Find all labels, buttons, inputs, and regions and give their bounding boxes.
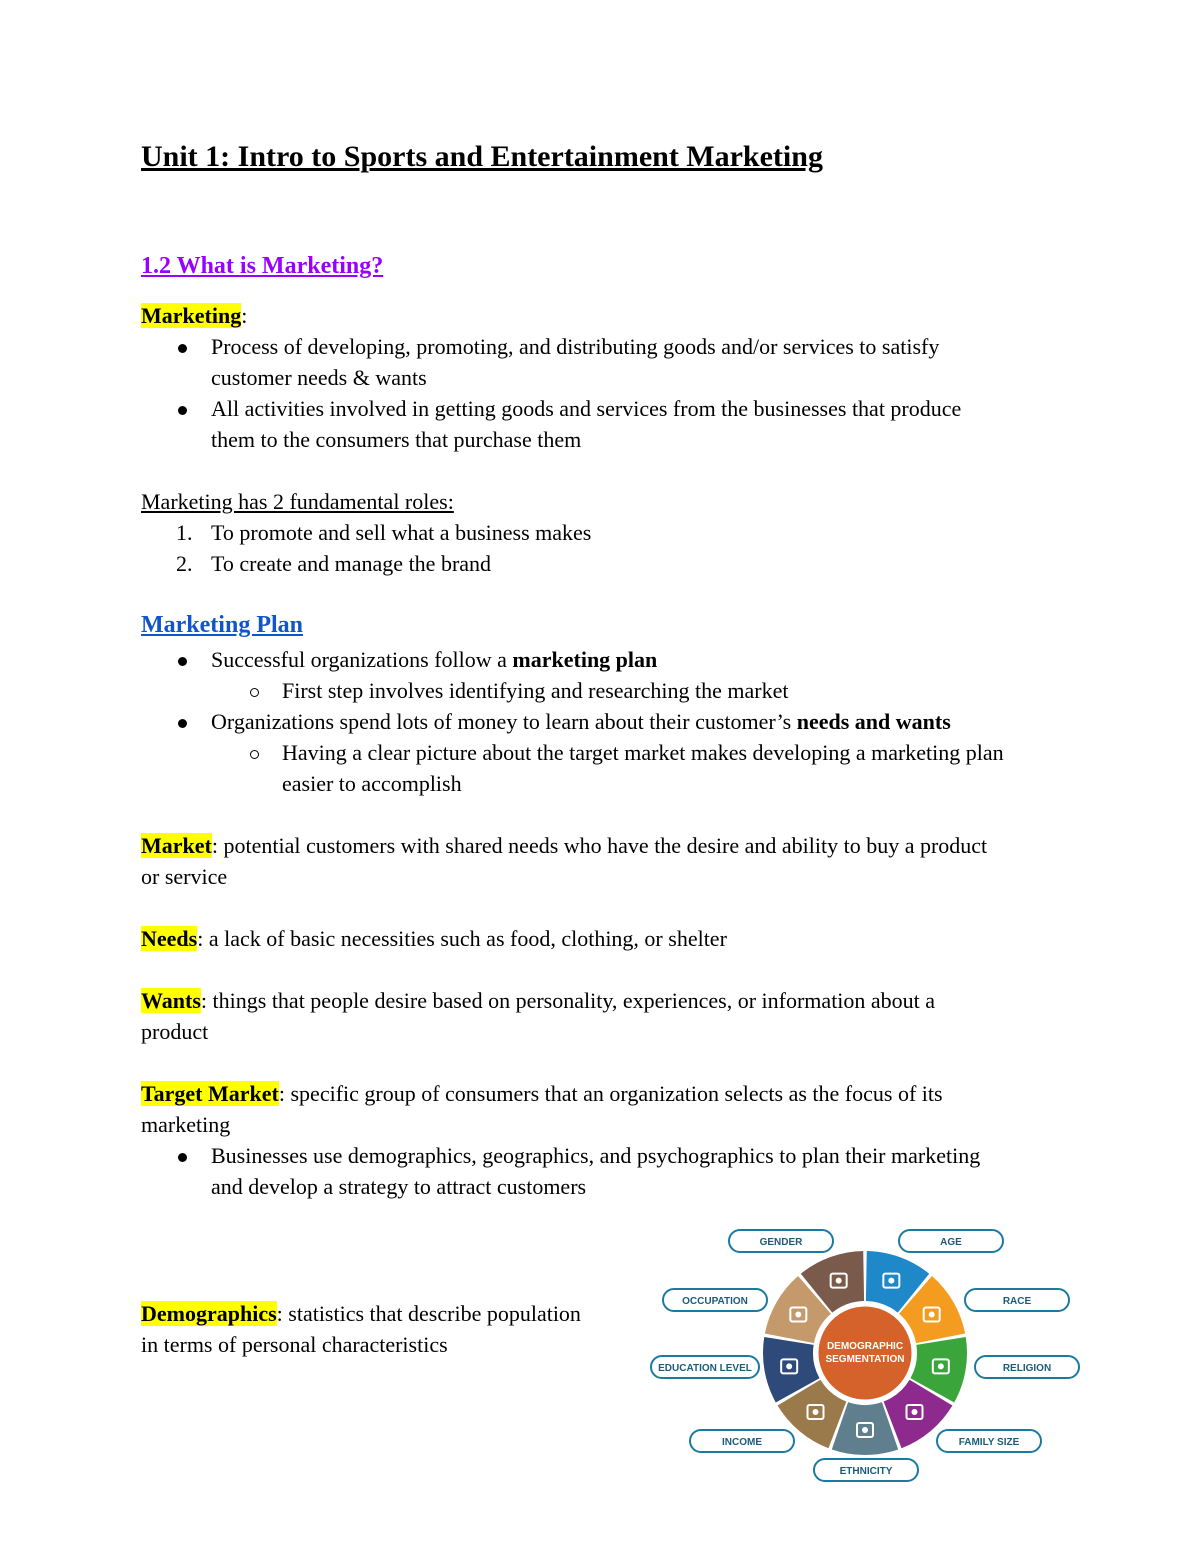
svg-text:GENDER: GENDER: [759, 1237, 803, 1248]
bullet-dot: [178, 406, 187, 415]
market-definition: Market: potential customers with shared needs who have the desire and ability to buy a product: [141, 833, 988, 858]
label-occupation: [663, 1289, 767, 1311]
bullet-dot: [178, 1153, 187, 1162]
demographics-definition-line-2: in terms of personal characteristics: [141, 1332, 448, 1357]
marketing-bullet-2-line-2: them to the consumers that purchase them: [211, 427, 582, 452]
market-term: Market: [141, 833, 212, 858]
svg-text:OCCUPATION: OCCUPATION: [682, 1296, 748, 1307]
bullet-dot: [178, 657, 187, 666]
market-definition-line-2: or service: [141, 864, 228, 889]
demographic-segmentation-graphic: [645, 1222, 1085, 1484]
svg-text:FAMILY SIZE: FAMILY SIZE: [958, 1437, 1020, 1448]
target-market-term: Target Market: [141, 1081, 279, 1106]
sub-bullet-circle: [250, 750, 259, 759]
label-income: [690, 1430, 794, 1452]
marketing-term: Marketing: [141, 303, 242, 328]
roles-intro: Marketing has 2 fundamental roles:: [141, 489, 454, 514]
section-heading-what-is-marketing: 1.2 What is Marketing?: [141, 253, 384, 279]
marketing-bullet-1-line-2: customer needs & wants: [211, 365, 427, 390]
plan-sub-bullet-2-line-2: easier to accomplish: [282, 771, 462, 796]
svg-text:EDUCATION LEVEL: EDUCATION LEVEL: [658, 1363, 752, 1374]
center-label-line-2: SEGMENTATION: [825, 1354, 905, 1365]
sub-bullet-circle: [250, 688, 259, 697]
bullet-dot: [178, 344, 187, 353]
plan-bullet-2: Organizations spend lots of money to learn about their customer’s needs and wants: [211, 709, 951, 734]
segmentation-center-circle: [817, 1305, 913, 1401]
wants-definition: Wants: things that people desire based on personality, experiences, or information about a: [141, 988, 936, 1013]
target-market-definition: Target Market: specific group of consumers that an organization selects as the focus of its: [141, 1081, 943, 1106]
document-title: Unit 1: Intro to Sports and Entertainment Marketing: [141, 140, 823, 173]
target-market-definition-line-2: marketing: [141, 1112, 231, 1137]
role-number-1: 1.: [176, 520, 193, 545]
target-bullet-line-1: Businesses use demographics, geographics, and psychographics to plan their marketing: [211, 1143, 981, 1168]
demographics-term: Demographics: [141, 1301, 277, 1326]
label-religion: [975, 1356, 1079, 1378]
marketing-bullet-2-line-1: All activities involved in getting goods and services from the businesses that produce: [211, 396, 962, 421]
svg-text:RELIGION: RELIGION: [1002, 1363, 1052, 1374]
plan-sub-bullet-2-line-1: Having a clear picture about the target market makes developing a marketing plan: [282, 740, 1004, 765]
demographics-definition: Demographics: statistics that describe population: [141, 1301, 581, 1326]
svg-text:AGE: AGE: [940, 1237, 962, 1248]
label-ethnicity: [814, 1459, 918, 1481]
label-education-level: [651, 1356, 759, 1378]
plan-sub-bullet-1: First step involves identifying and researching the market: [282, 678, 789, 703]
label-gender: [729, 1230, 833, 1252]
marketing-bullet-1-line-1: Process of developing, promoting, and distributing goods and/or services to satisfy: [211, 334, 940, 359]
svg-text:RACE: RACE: [1002, 1296, 1032, 1307]
plan-bullet-1: Successful organizations follow a marketing plan: [211, 647, 658, 672]
bullet-dot: [178, 719, 187, 728]
role-2: To create and manage the brand: [211, 551, 492, 576]
label-age: [899, 1230, 1003, 1252]
role-number-2: 2.: [176, 551, 193, 576]
svg-text:ETHNICITY: ETHNICITY: [839, 1466, 893, 1477]
label-family-size: [937, 1430, 1041, 1452]
wants-definition-line-2: product: [141, 1019, 209, 1044]
marketing-definition-label: Marketing:: [141, 303, 248, 328]
needs-definition: Needs: a lack of basic necessities such as food, clothing, or shelter: [141, 926, 727, 951]
section-heading-marketing-plan: Marketing Plan: [141, 612, 303, 638]
center-label-line-1: DEMOGRAPHIC: [826, 1341, 904, 1352]
target-bullet-line-2: and develop a strategy to attract customers: [211, 1174, 587, 1199]
wants-term: Wants: [141, 988, 201, 1013]
label-race: [965, 1289, 1069, 1311]
role-1: To promote and sell what a business makes: [211, 520, 592, 545]
needs-term: Needs: [141, 926, 198, 951]
svg-text:INCOME: INCOME: [722, 1437, 762, 1448]
